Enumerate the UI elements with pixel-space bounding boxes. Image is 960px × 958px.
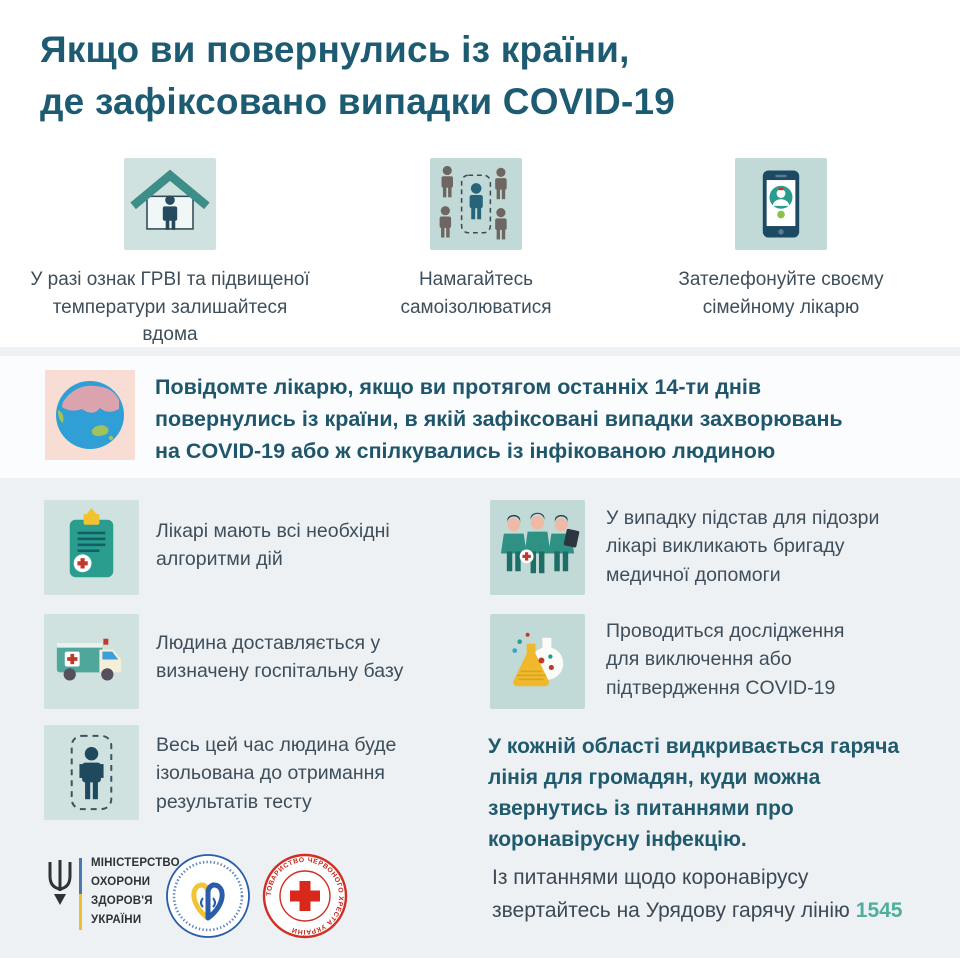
regional-hotline-note: У кожній області видкривається гаряча лінія для громадян, куди можна звернутись із питаннями про коронавірусну інфекцію.: [488, 735, 900, 852]
trident-icon: [45, 858, 75, 906]
process-step-text: Лікарі мають всі необхідні алгоритми дій: [156, 520, 390, 571]
red-cross-logo: [262, 852, 348, 940]
ministry-name-line: ОХОРОНИ: [91, 876, 151, 888]
heart-emblem-logo: [165, 852, 251, 940]
title-line-1: Якщо ви повернулись із країни,: [40, 29, 630, 70]
government-hotline-text: [492, 862, 922, 927]
hotline-text-line-2: звертайтесь на Урядову гарячу лінію: [492, 898, 850, 922]
red-cross-ring-text: ТОВАРИСТВО ЧЕРВОНОГО ХРЕСТА УКРАЇНИ: [265, 856, 345, 936]
doctors-team-icon: [490, 500, 585, 595]
step-caption: Намагайтесь самоізолюватися: [400, 269, 552, 318]
step-stay-home: [20, 158, 320, 349]
globe-icon: [45, 370, 135, 460]
process-step-text: Проводиться дослідження для виключення або підтвердження COVID-19: [606, 620, 845, 699]
hotline-number: 1545: [855, 898, 903, 922]
isolated-person-icon: [44, 725, 139, 820]
step-caption: Зателефонуйте своєму сімейному лікарю: [678, 269, 884, 318]
flag-divider-bar: [79, 858, 82, 930]
phone-doctor-icon: [735, 158, 827, 250]
title-line-2: де зафіксовано випадки COVID-19: [40, 80, 676, 122]
step-self-isolation: [326, 158, 626, 321]
ministry-name-line: УКРАЇНИ: [91, 914, 142, 926]
notice-banner-text: Повідомте лікарю, якщо ви протягом останніх 14-ти днів повернулись із країни, в якій зафіксовані випадки захворювань на COVID-19 або ж спілкувались із інфікованою людиною: [155, 375, 843, 463]
medical-clipboard-icon: [44, 500, 139, 595]
ambulance-icon: [44, 614, 139, 709]
step-call-doctor: [631, 158, 931, 321]
process-step-text: У випадку підстав для підозри лікарі викликають бригаду медичної допомоги: [606, 507, 880, 586]
ministry-name-line: МІНІСТЕРСТВО: [91, 857, 180, 869]
process-step-text: Людина доставляється у визначену госпітальну базу: [156, 632, 404, 683]
process-step-text: Весь цей час людина буде ізольована до отримання результатів тесту: [156, 734, 397, 813]
ministry-name-line: ЗДОРОВ'Я: [91, 895, 153, 907]
hotline-text-line-1: Із питаннями щодо коронавірусу: [492, 866, 809, 889]
house-stay-home-icon: [124, 158, 216, 250]
lab-test-icon: [490, 614, 585, 709]
self-isolation-icon: [430, 158, 522, 250]
page-title: [40, 24, 920, 128]
step-caption: У разі ознак ГРВІ та підвищеної температури залишайтеся вдома: [30, 269, 310, 346]
